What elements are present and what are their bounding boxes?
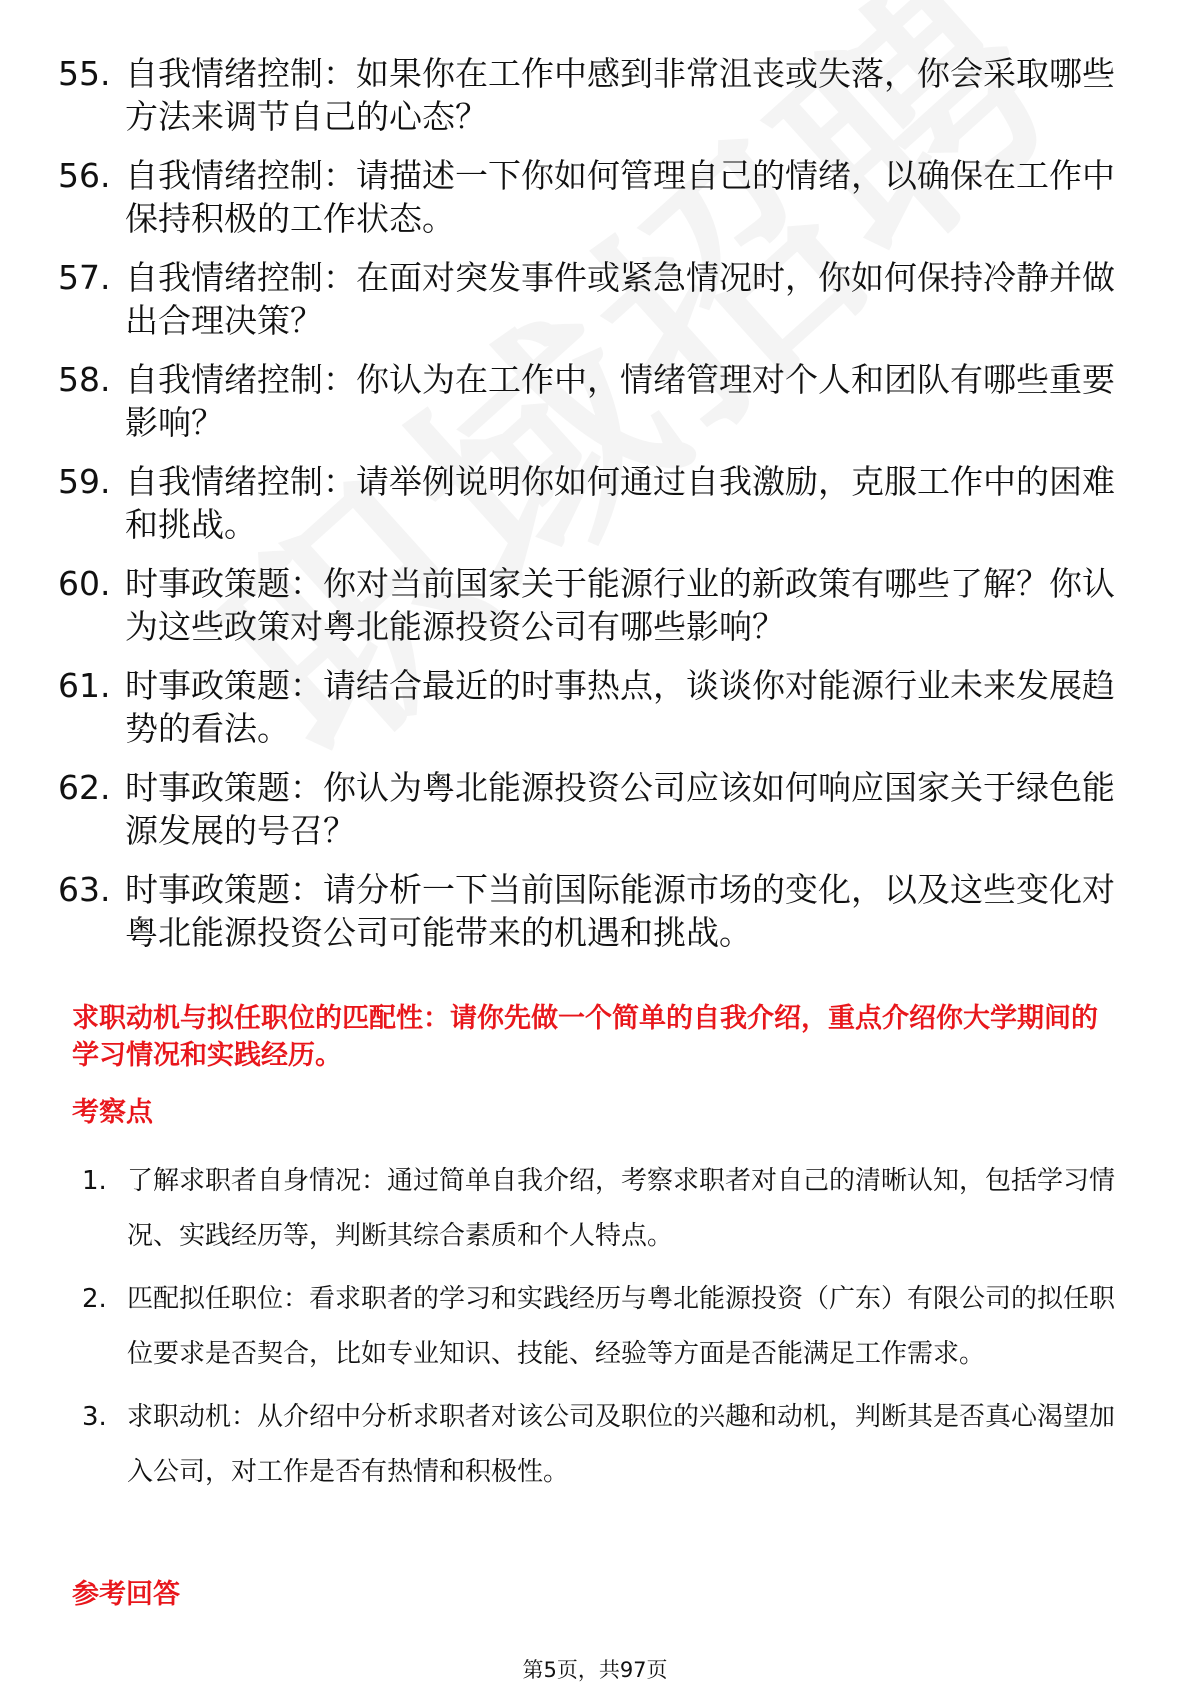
question-text: 时事政策题：你对当前国家关于能源行业的新政策有哪些了解？你认为这些政策对粤北能源投资公司有哪些影响？ — [125, 564, 1115, 646]
question-number: 57. — [58, 258, 111, 297]
list-item — [58, 460, 1118, 546]
question-text: 自我情绪控制：如果你在工作中感到非常沮丧或失落，你会采取哪些方法来调节自己的心态？ — [125, 54, 1115, 136]
question-number: 60. — [58, 564, 111, 603]
reference-answer-heading: 参考回答 — [72, 1579, 180, 1610]
point-number: 3. — [82, 1402, 107, 1432]
question-text: 自我情绪控制：在面对突发事件或紧急情况时，你如何保持冷静并做出合理决策？ — [125, 258, 1115, 340]
point-number: 1. — [82, 1166, 107, 1196]
question-text: 自我情绪控制：请举例说明你如何通过自我激励，克服工作中的困难和挑战。 — [125, 462, 1115, 544]
question-number: 61. — [58, 666, 111, 705]
list-item — [82, 1154, 1122, 1264]
question-list — [58, 52, 1118, 970]
list-item — [58, 562, 1118, 648]
list-item — [58, 154, 1118, 240]
list-item — [58, 256, 1118, 342]
list-item — [58, 358, 1118, 444]
question-number: 59. — [58, 462, 111, 501]
page-footer: 第5页，共97页 — [522, 1658, 668, 1682]
list-item — [58, 664, 1118, 750]
question-text: 自我情绪控制：你认为在工作中，情绪管理对个人和团队有哪些重要影响？ — [125, 360, 1115, 442]
assessment-points-heading: 考察点 — [72, 1097, 153, 1128]
question-number: 56. — [58, 156, 111, 195]
list-item — [58, 868, 1118, 954]
question-text: 自我情绪控制：请描述一下你如何管理自己的情绪，以确保在工作中保持积极的工作状态。 — [125, 156, 1115, 238]
question-number: 63. — [58, 870, 111, 909]
list-item — [82, 1272, 1122, 1382]
list-item — [58, 766, 1118, 852]
question-text: 时事政策题：请结合最近的时事热点，谈谈你对能源行业未来发展趋势的看法。 — [125, 666, 1115, 748]
question-number: 58. — [58, 360, 111, 399]
point-text: 了解求职者自身情况：通过简单自我介绍，考察求职者对自己的清晰认知，包括学习情况、实践经历等，判断其综合素质和个人特点。 — [127, 1166, 1116, 1251]
list-item — [58, 52, 1118, 138]
assessment-points-list — [82, 1154, 1122, 1508]
point-text: 匹配拟任职位：看求职者的学习和实践经历与粤北能源投资（广东）有限公司的拟任职位要求是否契合，比如专业知识、技能、经验等方面是否能满足工作需求。 — [127, 1284, 1116, 1369]
point-number: 2. — [82, 1284, 107, 1314]
list-item — [82, 1390, 1122, 1500]
question-text: 时事政策题：你认为粤北能源投资公司应该如何响应国家关于绿色能源发展的号召？ — [125, 768, 1115, 850]
point-text: 求职动机：从介绍中分析求职者对该公司及职位的兴趣和动机，判断其是否真心渴望加入公司，对工作是否有热情和积极性。 — [127, 1402, 1116, 1487]
question-number: 62. — [58, 768, 111, 807]
section-title: 求职动机与拟任职位的匹配性：请你先做一个简单的自我介绍，重点介绍你大学期间的学习情况和实践经历。 — [72, 1003, 1098, 1071]
question-number: 55. — [58, 54, 111, 93]
question-text: 时事政策题：请分析一下当前国际能源市场的变化，以及这些变化对粤北能源投资公司可能带来的机遇和挑战。 — [125, 870, 1115, 952]
